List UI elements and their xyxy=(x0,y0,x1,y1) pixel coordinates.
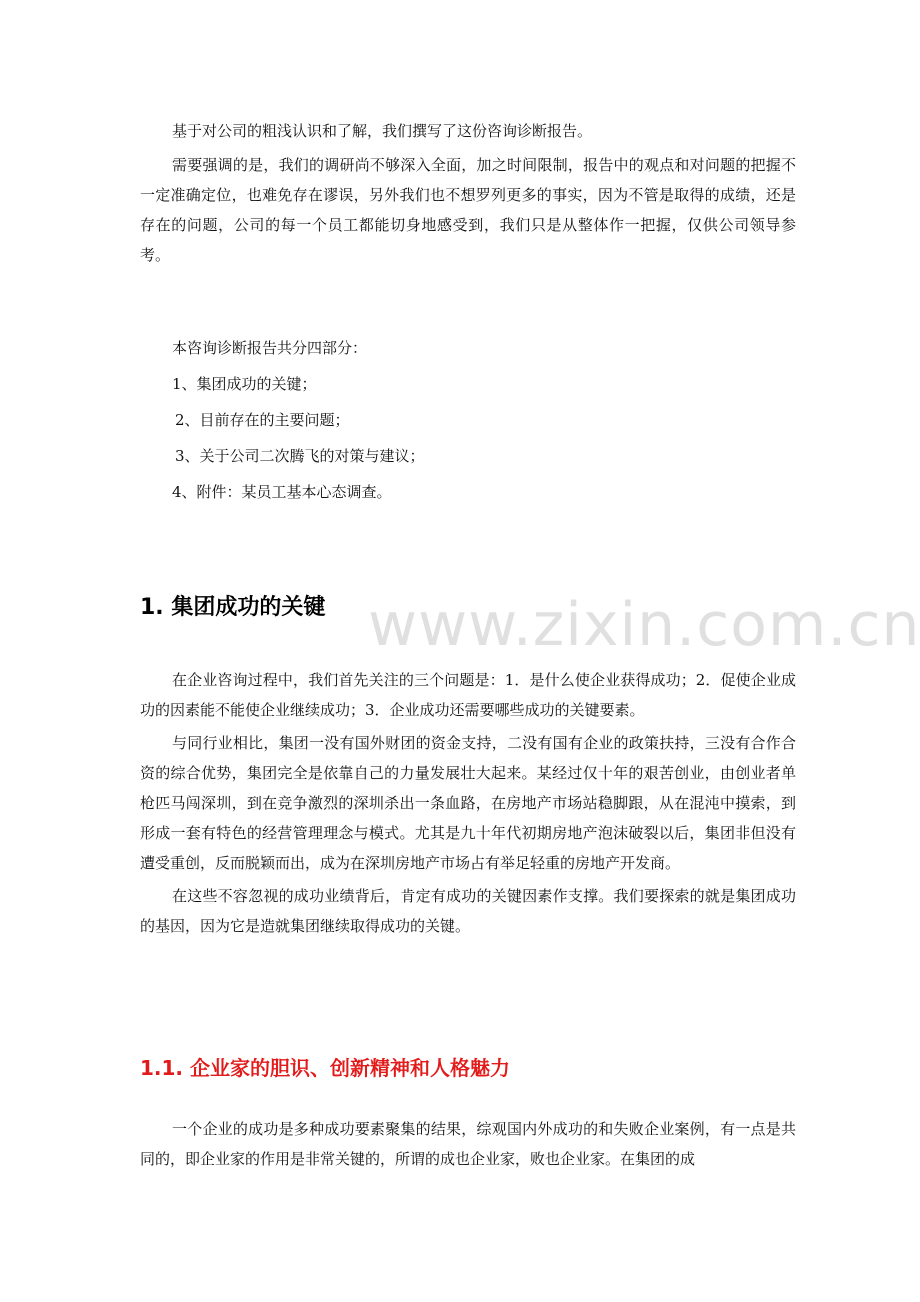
section-1-paragraph-1: 在企业咨询过程中，我们首先关注的三个问题是：1．是什么使企业获得成功；2．促使企业成功的因素能不能使企业继续成功；3．企业成功还需要哪些成功的关键要素。 xyxy=(140,671,796,719)
section-1-1-heading: 1.1. 企业家的胆识、创新精神和人格魅力 xyxy=(140,1056,510,1080)
section-1-1-paragraph-1: 一个企业的成功是多种成功要素聚集的结果，综观国内外成功的和失败企业案例，有一点是共同的，即企业家的作用是非常关键的，所谓的成也企业家，败也企业家。在集团的成 xyxy=(140,1120,796,1168)
outline-item-1: 1、集团成功的关键； xyxy=(172,375,317,393)
intro-paragraph-1: 基于对公司的粗浅认识和了解，我们撰写了这份咨询诊断报告。 xyxy=(172,122,593,140)
section-1-1-body xyxy=(140,1114,796,1174)
section-1-paragraph-2: 与同行业相比，集团一没有国外财团的资金支持，二没有国有企业的政策扶持，三没有合作合资的综合优势，集团完全是依靠自己的力量发展壮大起来。某经过仅十年的艰苦创业，由创业者单枪匹马闯深圳，到在竞争激烈的深圳杀出一条血路，在房地产市场站稳脚跟，从在混沌中摸索，到形成一套有特色的经营管理理念与模式。尤其是九十年代初期房地产泡沫破裂以后，集团非但没有遭受重创，反而脱颖而出，成为在深圳房地产市场占有举足轻重的房地产开发商。 xyxy=(140,734,796,872)
section-1-heading: 1. 集团成功的关键 xyxy=(140,595,326,620)
outline-lead: 本咨询诊断报告共分四部分： xyxy=(172,339,368,357)
outline-item-3: 3、关于公司二次腾飞的对策与建议； xyxy=(175,447,425,465)
intro-section xyxy=(140,116,796,270)
watermark: www.zixin.com.cn xyxy=(368,590,920,660)
outline-item-4: 4、附件：某员工基本心态调查。 xyxy=(172,483,392,501)
outline-item-2: 2、目前存在的主要问题； xyxy=(175,411,350,429)
outline-section xyxy=(140,333,796,507)
section-1-body xyxy=(140,665,796,941)
section-1-paragraph-3: 在这些不容忽视的成功业绩背后，肯定有成功的关键因素作支撑。我们要探索的就是集团成功的基因，因为它是造就集团继续取得成功的关键。 xyxy=(140,887,796,935)
intro-paragraph-2: 需要强调的是，我们的调研尚不够深入全面，加之时间限制，报告中的观点和对问题的把握不一定准确定位，也难免存在谬误，另外我们也不想罗列更多的事实，因为不管是取得的成绩，还是存在的问题，公司的每一个员工都能切身地感受到，我们只是从整体作一把握，仅供公司领导参考。 xyxy=(140,156,796,264)
